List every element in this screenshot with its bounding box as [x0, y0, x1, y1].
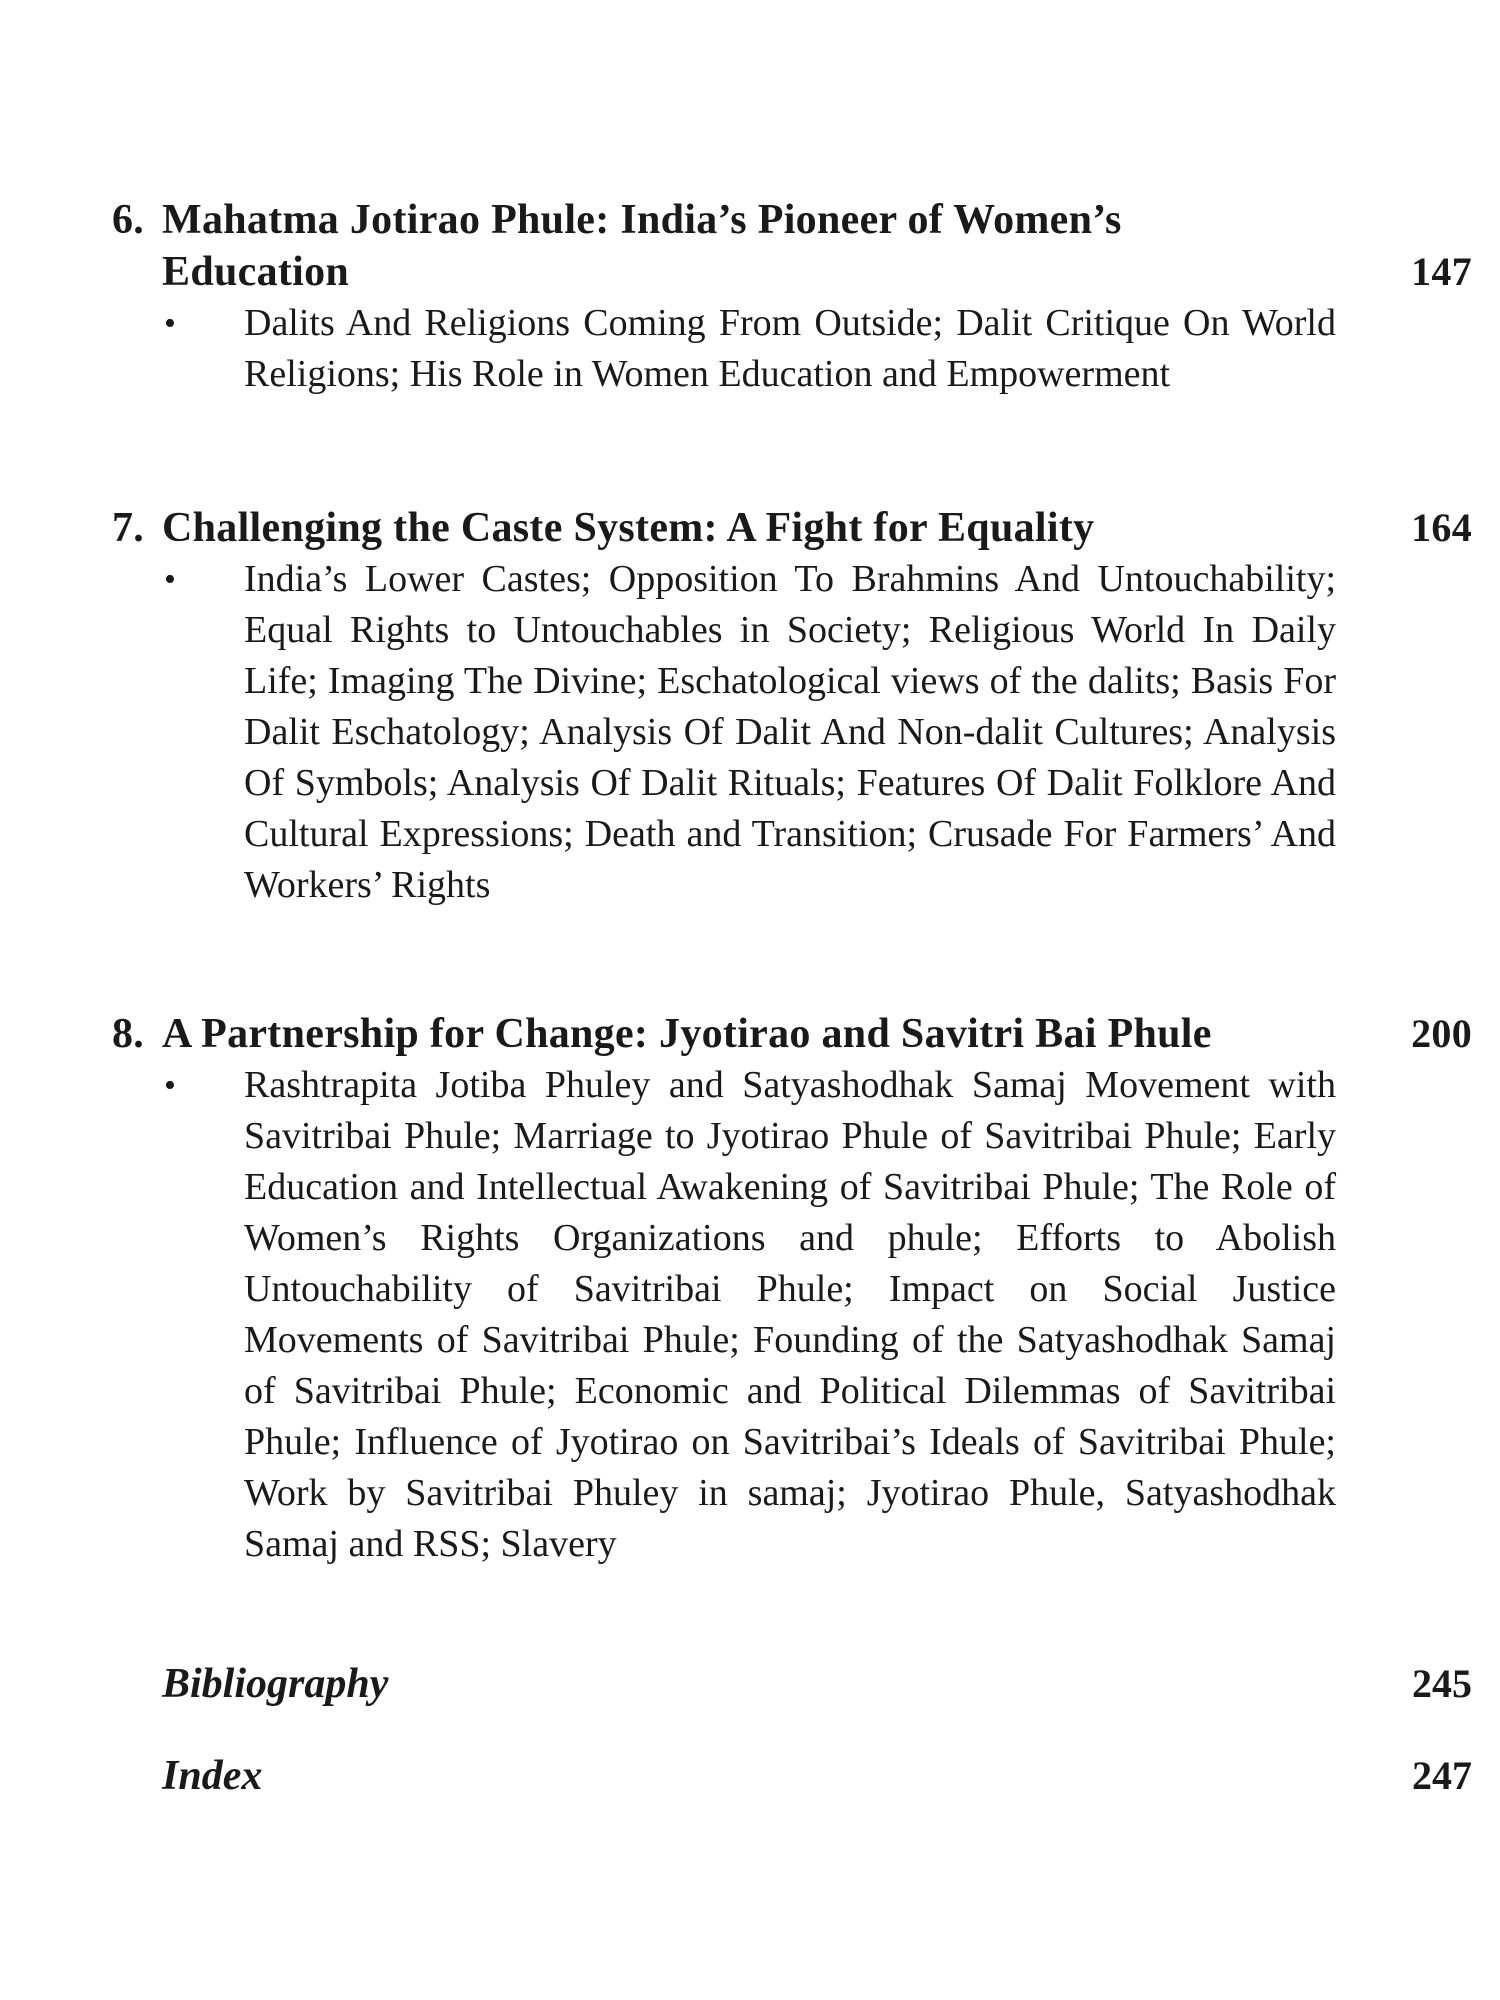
chapter-topics: [112, 298, 1472, 400]
chapter-description: Rashtrapita Jotiba Phuley and Satyashodhak Samaj Movement with Savitribai Phule; Marriage to Jyotirao Phule of Savitribai Phule; Early Education and Intellectual Awakening of Savitribai Phule; The Role of Women’s Rights Organizations and phule; Efforts to Abolish Untouchability of Savitribai Phule; Impact on Social Justice Movements of Savitribai Phule; Founding of the Satyashodhak Samaj of Savitribai Phule; Economic and Political Dilemmas of Savitribai Phule; Influence of Jyotirao on Savitribai’s Ideals of Savitribai Phule; Work by Savitribai Phuley in samaj; Jyotirao Phule, Satyashodhak Samaj and RSS; Slavery: [244, 1064, 1336, 1565]
bullet-icon: •: [164, 305, 176, 342]
chapter-title: Challenging the Caste System: A Fight for Equality: [162, 505, 1095, 551]
chapter-page-number: 164: [1411, 505, 1472, 550]
chapter-number: 8.: [112, 1011, 145, 1057]
chapter-page-number: 147: [1411, 249, 1472, 294]
bullet-icon: •: [164, 561, 176, 598]
chapter-topics: [112, 1060, 1472, 1570]
chapter-number: 7.: [112, 505, 145, 551]
toc-index: [162, 1750, 1472, 1802]
bibliography-title: Bibliography: [162, 1661, 389, 1707]
toc-entry-6: [112, 194, 1472, 400]
chapter-page-number: 200: [1411, 1011, 1472, 1056]
toc-bibliography: [162, 1658, 1472, 1710]
chapter-title: Mahatma Jotirao Phule: India’s Pioneer of Women’s Education: [162, 197, 1122, 295]
toc-entry-8: [112, 1008, 1472, 1570]
chapter-description: India’s Lower Castes; Opposition To Brahmins And Untouchability; Equal Rights to Untouchables in Society; Religious World In Daily Life; Imaging The Divine; Eschatological views of the dalits; Basis For Dalit Eschatology; Analysis Of Dalit And Non-dalit Cultures; Analysis Of Symbols; Analysis Of Dalit Rituals; Features Of Dalit Folklore And Cultural Expressions; Death and Transition; Crusade For Farmers’ And Workers’ Rights: [244, 558, 1336, 906]
chapter-heading: [112, 1008, 1472, 1060]
index-title: Index: [162, 1753, 263, 1799]
toc-entry-7: [112, 502, 1472, 911]
bullet-icon: •: [164, 1067, 176, 1104]
chapter-heading: [112, 194, 1472, 298]
bibliography-page-number: 245: [1412, 1661, 1472, 1706]
chapter-description: Dalits And Religions Coming From Outside; Dalit Critique On World Religions; His Role in Women Education and Empowerment: [244, 302, 1336, 395]
chapter-number: 6.: [112, 197, 145, 243]
chapter-topics: [112, 554, 1472, 911]
chapter-title: A Partnership for Change: Jyotirao and Savitri Bai Phule: [162, 1011, 1212, 1057]
index-page-number: 247: [1412, 1753, 1472, 1798]
chapter-heading: [112, 502, 1472, 554]
